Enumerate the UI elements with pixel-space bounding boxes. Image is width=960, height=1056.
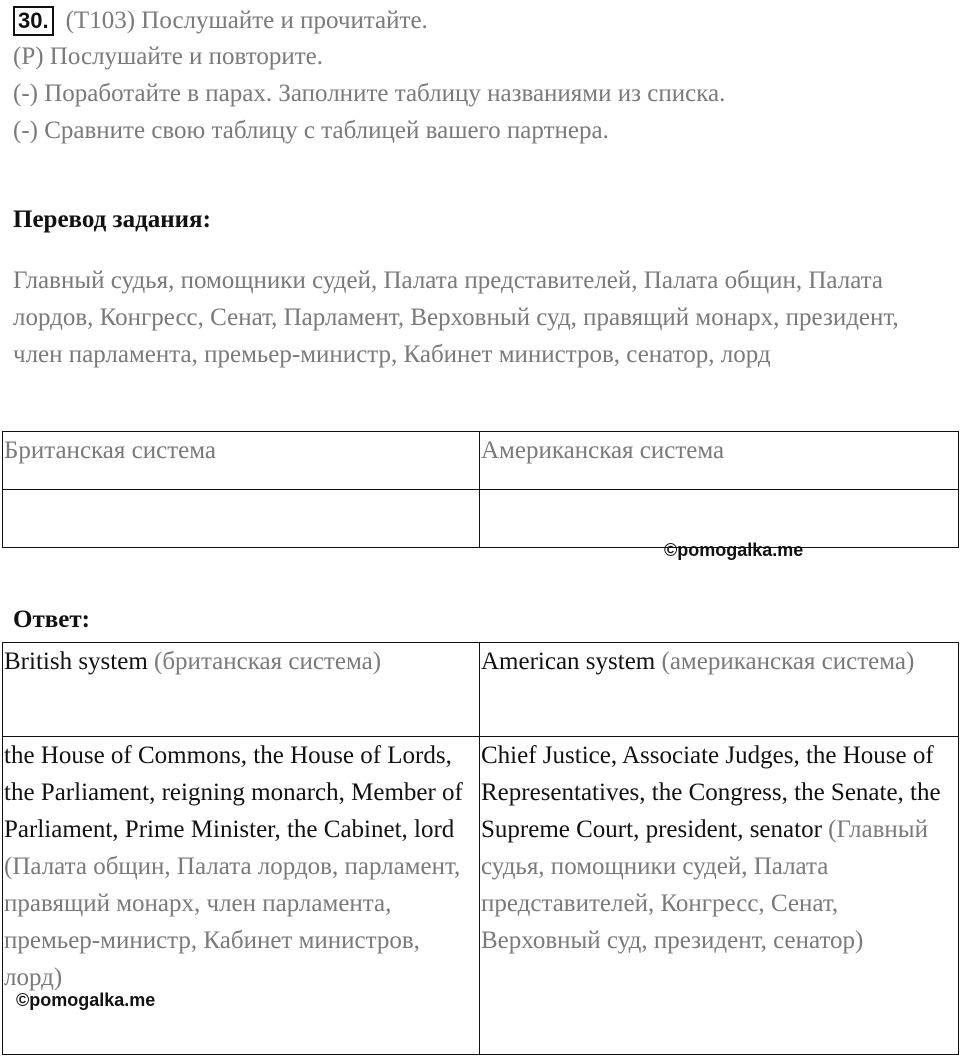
answer-header-british (3, 643, 480, 737)
task-table-cell-american (480, 490, 959, 548)
task-table-cell-british (3, 490, 480, 548)
answer-heading: Ответ: (13, 606, 90, 633)
answer-header-british-ru: (британская система) (154, 648, 382, 675)
task-line-2: (Р) Послушайте и повторите. (13, 43, 323, 70)
task-text-1: (Т103) Послушайте и прочитайте. (65, 7, 428, 34)
answer-body-british-en: the House of Commons, the House of Lords, the Parliament, reigning monarch, Member of Parliament, Prime Minister, the Cabinet, lord (4, 742, 463, 843)
word-list: Главный судья, помощники судей, Палата представителей, Палата общин, Палата лордов, Конгресс, Сенат, Парламент, Верховный суд, правящий монарх, президент, член парламента, премьер-министр, Кабинет министров, сенатор, лорд (13, 267, 899, 368)
exercise-number: 30. (13, 6, 54, 36)
answer-header-american-ru: (американская система) (661, 648, 915, 675)
watermark-top: ©pomogalka.me (664, 540, 804, 560)
task-table-header-british: Британская система (3, 432, 480, 490)
task-table (2, 431, 959, 548)
translation-heading: Перевод задания: (13, 206, 211, 233)
answer-header-british-en: British system (4, 648, 155, 675)
answer-body-american (480, 737, 959, 1055)
task-line-1 (13, 2, 428, 39)
task-table-header-american: Американская система (480, 432, 959, 490)
answer-body-american-ru: (Главный судья, помощники судей, Палата представителей, Конгресс, Сенат, Верховный суд, президент, сенатор) (481, 816, 928, 954)
answer-header-american (480, 643, 959, 737)
answer-body-british-ru: (Палата общин, Палата лордов, парламент, правящий монарх, член парламента, премьер-министр, Кабинет министров, лорд) (4, 853, 461, 991)
answer-header-american-en: American system (481, 648, 662, 675)
task-line-3: (-) Поработайте в парах. Заполните таблицу названиями из списка. (13, 80, 726, 107)
answer-body-american-en: Chief Justice, Associate Judges, the House of Representatives, the Congress, the Senate, the Supreme Court, president, senator (481, 742, 941, 843)
task-line-4: (-) Сравните свою таблицу с таблицей вашего партнера. (13, 117, 609, 144)
watermark-bottom: ©pomogalka.me (16, 990, 156, 1010)
